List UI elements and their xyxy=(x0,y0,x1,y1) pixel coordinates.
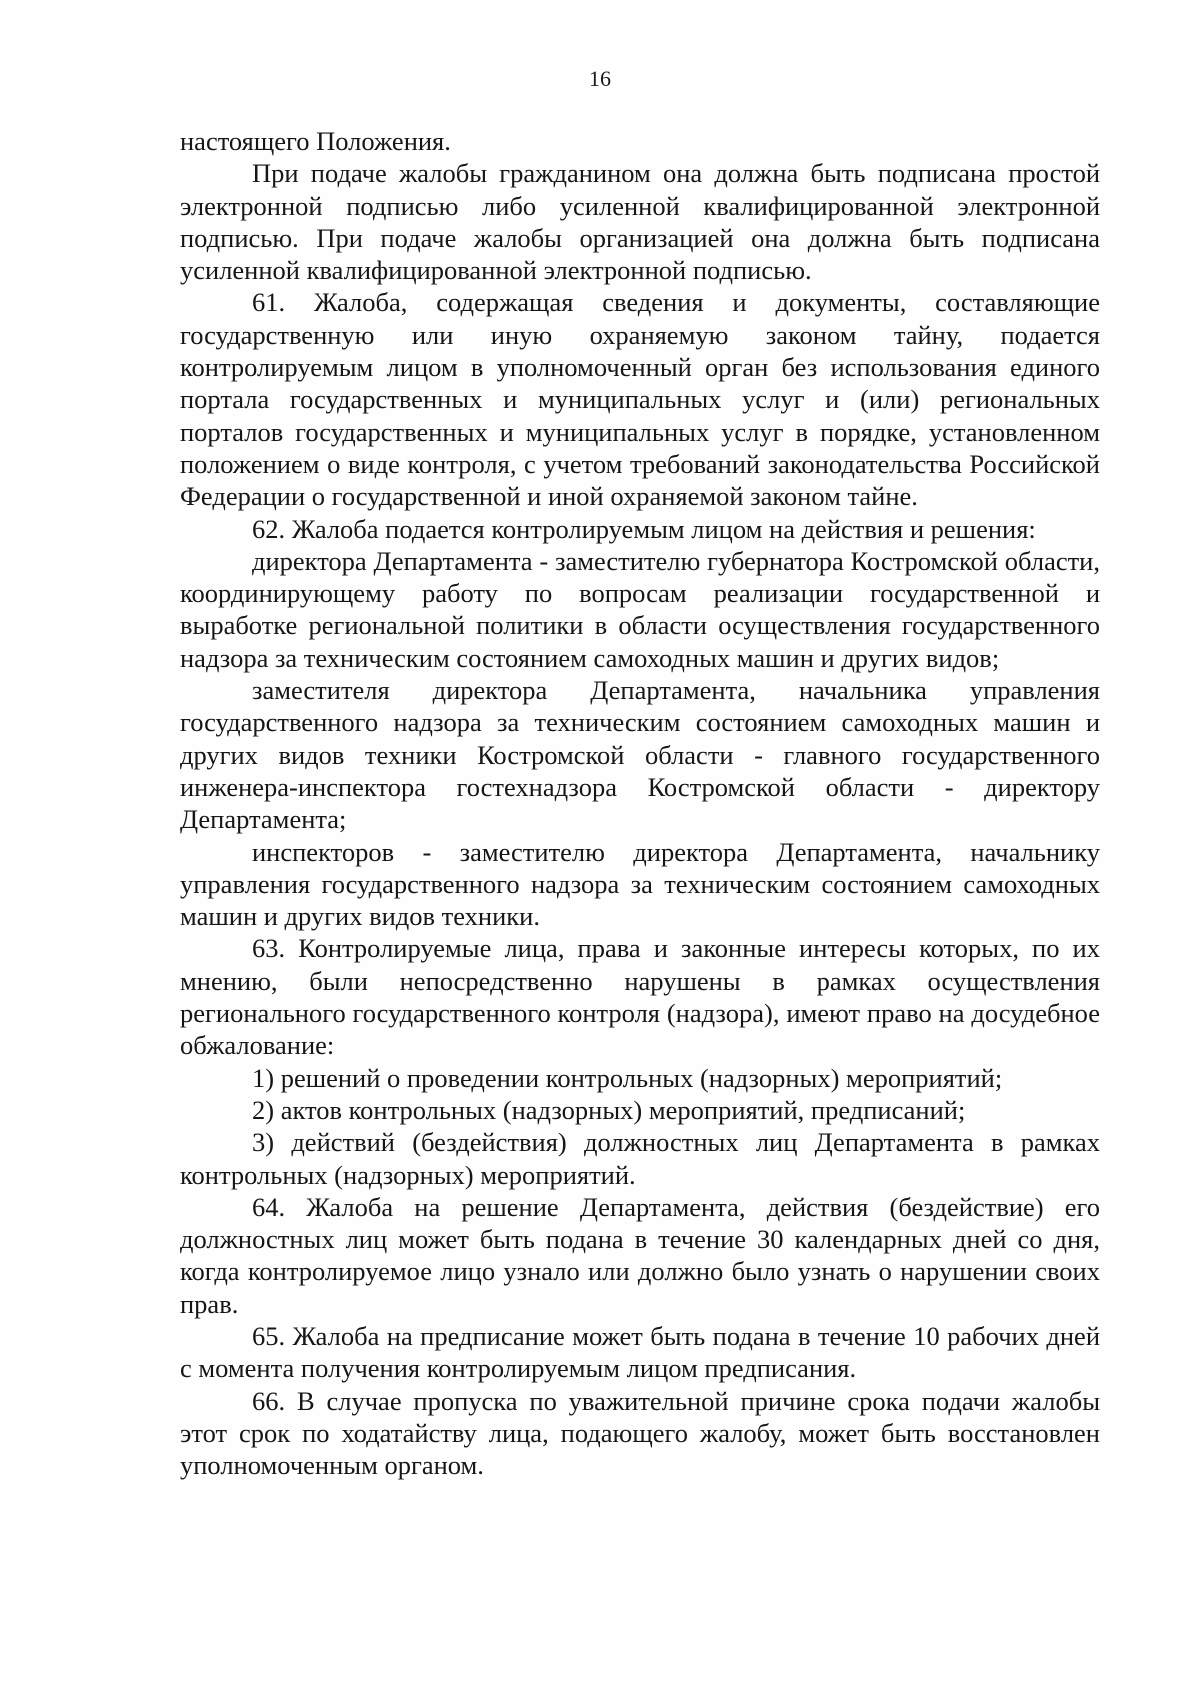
paragraph-63-item-1: 1) решений о проведении контрольных (надзорных) мероприятий; xyxy=(252,1062,1003,1093)
paragraph-65: 65. Жалоба на предписание может быть подана в течение 10 рабочих дней с момента получения контролируемым лицом предписания. xyxy=(180,1320,1100,1384)
paragraph-63-item-2: 2) актов контрольных (надзорных) мероприятий, предписаний; xyxy=(252,1094,966,1125)
paragraph-62: 62. Жалоба подается контролируемым лицом на действия и решения: xyxy=(252,513,1036,544)
paragraph-63-item-3: 3) действий (бездействия) должностных лиц Департамента в рамках контрольных (надзорных) мероприятий. xyxy=(180,1127,1100,1190)
paragraph-62-deputy-director: заместителя директора Департамента, начальника управления государственного надзора за техническим состоянием самоходных машин и других видов техники Костромской области - главного государственного инженера-инспектора гостехнадзора Костромской области - директору Департамента; xyxy=(180,675,1100,835)
paragraph-continuation: настоящего Положения. xyxy=(180,126,451,156)
page-number: 16 xyxy=(589,66,611,91)
document-body xyxy=(180,125,1100,1481)
paragraph-62-director: директора Департамента - заместителю губернатора Костромской области, координирующему работу по вопросам реализации государственной и выработке региональной политики в области осуществления государственного надзора за техническим состоянием самоходных машин и других видов; xyxy=(180,545,1100,673)
paragraph-62-inspectors: инспекторов - заместителю директора Департамента, начальнику управления государственного надзора за техническим состоянием самоходных машин и других видов техники. xyxy=(180,836,1100,932)
paragraph-64: 64. Жалоба на решение Департамента, действия (бездействие) его должностных лиц может быть подана в течение 30 календарных дней со дня, когда контролируемое лицо узнало или должно было узнать о нарушении своих прав. xyxy=(180,1191,1100,1319)
paragraph-63: 63. Контролируемые лица, права и законные интересы которых, по их мнению, были непосредственно нарушены в рамках осуществления регионального государственного контроля (надзора), имеют право на досудебное обжалование: xyxy=(180,933,1100,1061)
paragraph-66: 66. В случае пропуска по уважительной причине срока подачи жалобы этот срок по ходатайству лица, подающего жалобу, может быть восстановлен уполномоченным органом. xyxy=(180,1385,1100,1481)
paragraph-61: 61. Жалоба, содержащая сведения и документы, составляющие государственную или иную охраняемую законом тайну, подается контролируемым лицом в уполномоченный орган без использования единого портала государственных и муниципальных услуг и (или) региональных порталов государственных и муниципальных услуг в порядке, установленном положением о виде контроля, с учетом требований законодательства Российской Федерации о государственной и иной охраняемой законом тайне. xyxy=(180,287,1100,512)
paragraph-signature-requirements: При подаче жалобы гражданином она должна быть подписана простой электронной подписью либо усиленной квалифицированной электронной подписью. При подаче жалобы организацией она должна быть подписана усиленной квалифицированной электронной подписью. xyxy=(180,158,1100,286)
